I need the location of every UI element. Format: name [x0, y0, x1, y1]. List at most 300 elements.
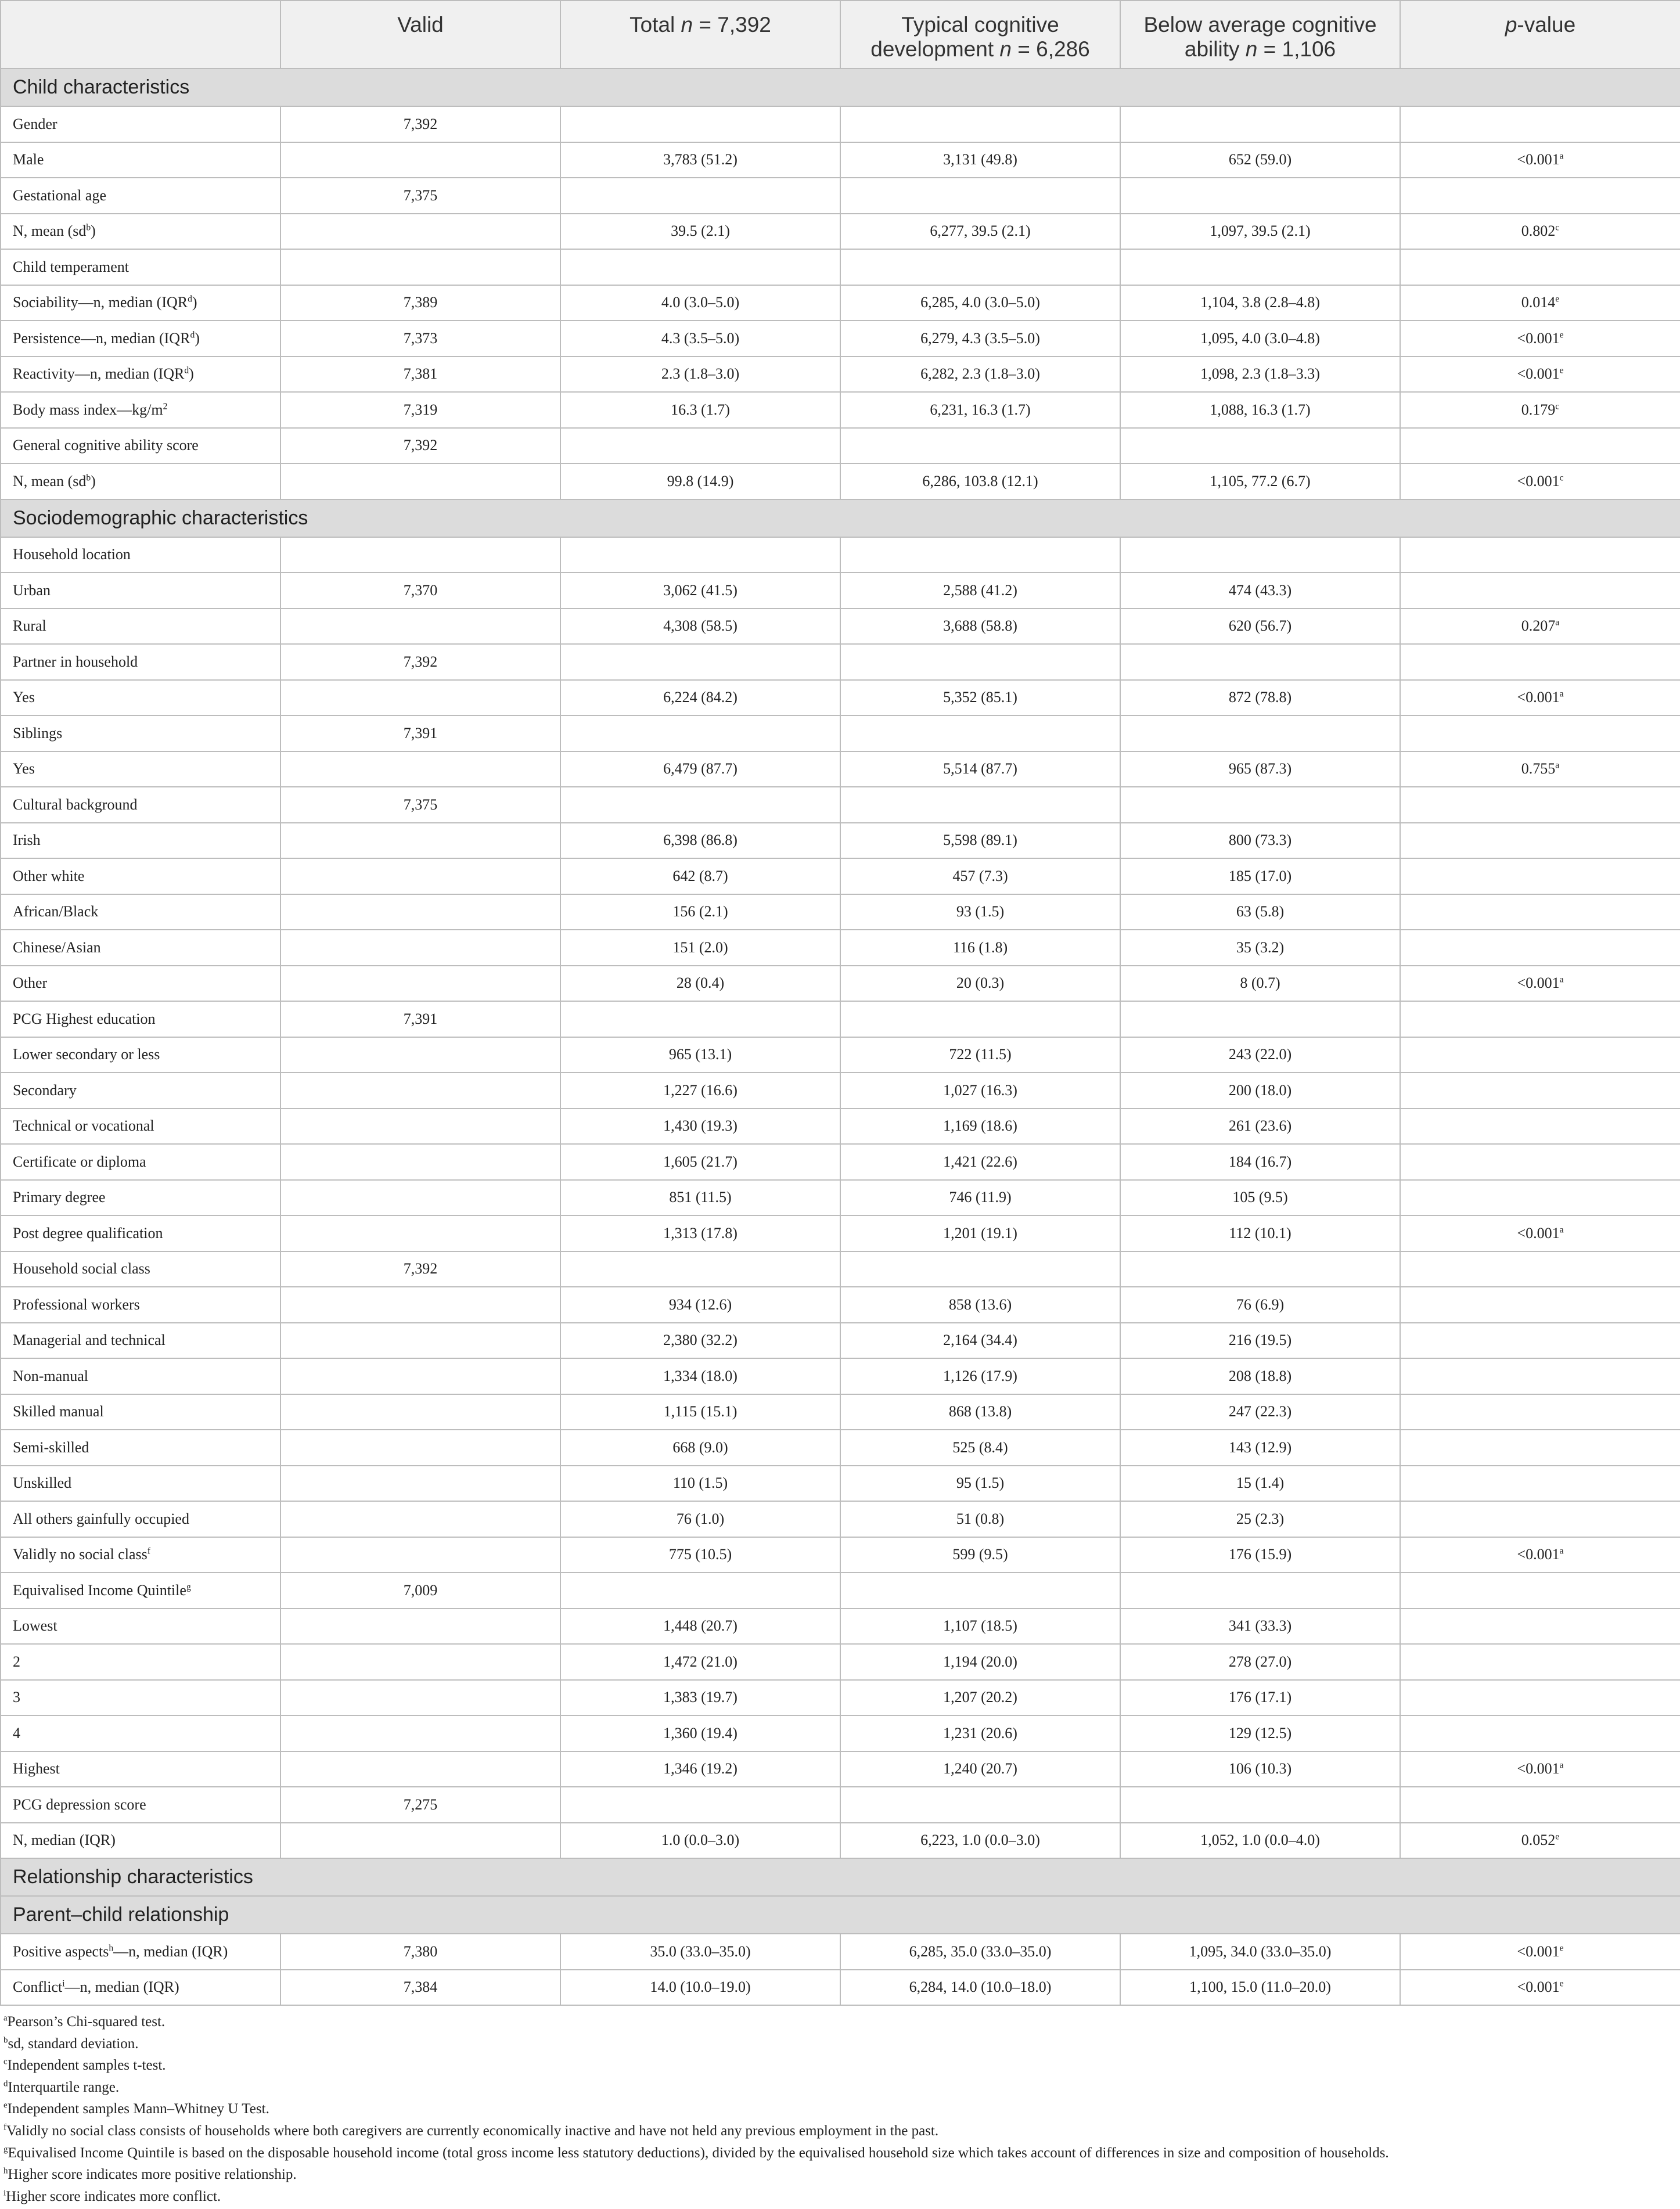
row-label-text: Rural [13, 617, 46, 635]
cell-typical [840, 428, 1120, 464]
row-label-text: Primary degree [13, 1189, 106, 1206]
table-row [1, 1144, 1680, 1180]
table-row [1, 573, 1680, 609]
row-label-footnote-mark: i [62, 1978, 65, 1989]
footnote-mark: i [3, 2188, 6, 2198]
cell-typical: 1,201 (19.1) [840, 1215, 1120, 1251]
row-label [1, 1037, 280, 1073]
footnote [3, 2142, 1676, 2164]
cell-typical: 6,223, 1.0 (0.0–3.0) [840, 1823, 1120, 1859]
cell-total: 1,383 (19.7) [560, 1680, 840, 1716]
cell-below: 1,052, 1.0 (0.0–4.0) [1120, 1823, 1400, 1859]
cell-p-value [1400, 1180, 1680, 1216]
table-row [1, 1109, 1680, 1145]
cell-total: 2.3 (1.8–3.0) [560, 357, 840, 393]
cell-typical: 95 (1.5) [840, 1466, 1120, 1502]
cell-valid [280, 966, 560, 1002]
cell-p-value [1400, 1573, 1680, 1609]
cell-p-value [1400, 1934, 1680, 1970]
p-value-footnote-mark: c [1555, 401, 1560, 412]
cell-typical: 858 (13.6) [840, 1287, 1120, 1323]
p-value-text: <0.001 [1517, 151, 1560, 168]
cell-p-value [1400, 573, 1680, 609]
cell-below: 129 (12.5) [1120, 1715, 1400, 1751]
table-row [1, 285, 1680, 321]
cell-below: 105 (9.5) [1120, 1180, 1400, 1216]
cell-below: 185 (17.0) [1120, 858, 1400, 894]
table-row [1, 142, 1680, 178]
row-label-text: Managerial and technical [13, 1332, 166, 1349]
cell-total: 6,479 (87.7) [560, 751, 840, 787]
row-label [1, 1609, 280, 1645]
cell-valid: 7,373 [280, 321, 560, 357]
cell-valid [280, 1680, 560, 1716]
cell-typical: 1,194 (20.0) [840, 1644, 1120, 1680]
footnote-mark: g [3, 2145, 8, 2154]
row-label-text: Cultural background [13, 796, 138, 813]
cell-valid: 7,275 [280, 1787, 560, 1823]
header-total-suffix: = 7,392 [693, 13, 771, 37]
table-row [1, 1073, 1680, 1109]
footnote [3, 2033, 1676, 2055]
row-label-text-after: —n, median (IQR) [113, 1942, 228, 1960]
table-row [1, 751, 1680, 787]
cell-total: 4.3 (3.5–5.0) [560, 321, 840, 357]
row-label-text: Persistence—n, median (IQR [13, 329, 190, 347]
cell-valid [280, 858, 560, 894]
p-value-footnote-mark: e [1559, 1978, 1564, 1989]
cell-below [1120, 106, 1400, 142]
cell-p-value [1400, 1466, 1680, 1502]
row-label-text: Gender [13, 115, 57, 132]
table-row [1, 787, 1680, 823]
footnote-text: Independent samples Mann–Whitney U Test. [7, 2101, 269, 2117]
footnote-mark: f [3, 2122, 6, 2132]
row-label [1, 1180, 280, 1216]
cell-valid [280, 1394, 560, 1430]
table-row [1, 609, 1680, 645]
row-label-footnote-mark: g [186, 1582, 191, 1592]
row-label-text: African/Black [13, 903, 99, 920]
cell-typical [840, 715, 1120, 751]
header-typical-prefix: Typical cognitive development [870, 13, 1059, 61]
section-row [1, 499, 1680, 537]
footnote [3, 2077, 1676, 2099]
cell-typical: 746 (11.9) [840, 1180, 1120, 1216]
cell-typical [840, 787, 1120, 823]
cell-typical [840, 1251, 1120, 1287]
footnote [3, 2098, 1676, 2120]
row-label-text: Unskilled [13, 1474, 72, 1492]
header-below-suffix: = 1,106 [1257, 37, 1336, 61]
row-label-footnote-mark: d [188, 294, 192, 304]
cell-typical [840, 1787, 1120, 1823]
cell-typical: 3,688 (58.8) [840, 609, 1120, 645]
cell-valid [280, 1823, 560, 1859]
cell-p-value [1400, 823, 1680, 859]
cell-below: 965 (87.3) [1120, 751, 1400, 787]
footnote-text: sd, standard deviation. [8, 2035, 139, 2052]
cell-p-value [1400, 214, 1680, 250]
footnote-text: Pearson’s Chi-squared test. [7, 2014, 166, 2030]
footnote-text: Equivalised Income Quintile is based on the disposable household income (total gross income less statutory deductions), divided by the equivalised household size which takes account of differences in size and composition of households. [8, 2145, 1389, 2161]
cell-valid [280, 1323, 560, 1359]
p-value-footnote-mark: c [1555, 222, 1560, 233]
header-below [1120, 1, 1400, 69]
row-label-text: Post degree qualification [13, 1224, 163, 1242]
row-label [1, 1358, 280, 1394]
header-below-prefix: Below average cognitive ability [1143, 13, 1377, 61]
header-valid [280, 1, 560, 69]
cell-typical: 6,231, 16.3 (1.7) [840, 392, 1120, 428]
row-label-text: Certificate or diploma [13, 1153, 146, 1170]
cell-p-value [1400, 966, 1680, 1002]
cell-p-value [1400, 178, 1680, 214]
row-label-footnote-mark: b [86, 222, 91, 233]
cell-valid: 7,380 [280, 1934, 560, 1970]
cell-valid: 7,392 [280, 1251, 560, 1287]
row-label [1, 1573, 280, 1609]
p-value-text: <0.001 [1517, 1224, 1560, 1242]
cell-valid [280, 1073, 560, 1109]
row-label [1, 392, 280, 428]
p-value-footnote-mark: e [1555, 294, 1560, 304]
p-value-text: 0.179 [1521, 401, 1556, 418]
cell-below: 341 (33.3) [1120, 1609, 1400, 1645]
section-label: Parent–child relationship [1, 1896, 1680, 1934]
row-label-text: Partner in household [13, 653, 138, 670]
table-row [1, 680, 1680, 716]
cell-typical [840, 1573, 1120, 1609]
row-label [1, 1934, 280, 1970]
table-row [1, 930, 1680, 966]
row-label [1, 930, 280, 966]
table-row [1, 1573, 1680, 1609]
cell-p-value [1400, 1970, 1680, 2006]
p-value-footnote-mark: a [1559, 1225, 1564, 1235]
cell-total [560, 428, 840, 464]
cell-below: 8 (0.7) [1120, 966, 1400, 1002]
cell-total [560, 106, 840, 142]
header-label-col [1, 1, 280, 69]
row-label [1, 1823, 280, 1859]
cell-total: 1.0 (0.0–3.0) [560, 1823, 840, 1859]
cell-total: 1,605 (21.7) [560, 1144, 840, 1180]
section-label: Relationship characteristics [1, 1858, 1680, 1896]
row-label [1, 357, 280, 393]
cell-valid [280, 142, 560, 178]
row-label-text: 2 [13, 1653, 20, 1670]
cell-p-value [1400, 1037, 1680, 1073]
cell-valid [280, 680, 560, 716]
cell-below: 25 (2.3) [1120, 1501, 1400, 1537]
cell-p-value [1400, 1001, 1680, 1037]
cell-p-value [1400, 1287, 1680, 1323]
row-label [1, 106, 280, 142]
cell-valid [280, 214, 560, 250]
cell-below: 474 (43.3) [1120, 573, 1400, 609]
p-value-text: 0.802 [1521, 222, 1556, 240]
row-label-text: 3 [13, 1689, 20, 1706]
cell-total [560, 1001, 840, 1037]
table-row [1, 1715, 1680, 1751]
cell-total: 1,430 (19.3) [560, 1109, 840, 1145]
cell-total [560, 644, 840, 680]
row-label-text: N, mean (sd [13, 222, 87, 240]
cell-typical [840, 178, 1120, 214]
header-total [560, 1, 840, 69]
cell-total: 6,224 (84.2) [560, 680, 840, 716]
cell-typical: 1,027 (16.3) [840, 1073, 1120, 1109]
cell-typical: 5,352 (85.1) [840, 680, 1120, 716]
cell-valid [280, 463, 560, 499]
row-label [1, 858, 280, 894]
section-label: Sociodemographic characteristics [1, 499, 1680, 537]
row-label [1, 178, 280, 214]
cell-typical: 525 (8.4) [840, 1430, 1120, 1466]
cell-below: 143 (12.9) [1120, 1430, 1400, 1466]
cell-p-value [1400, 428, 1680, 464]
cell-below: 1,095, 34.0 (33.0–35.0) [1120, 1934, 1400, 1970]
row-label-text: Lower secondary or less [13, 1046, 160, 1063]
cell-valid [280, 1537, 560, 1573]
table-row [1, 1394, 1680, 1430]
cell-below [1120, 428, 1400, 464]
cell-total: 28 (0.4) [560, 966, 840, 1002]
cell-total: 156 (2.1) [560, 894, 840, 930]
cell-valid [280, 1109, 560, 1145]
cell-total: 851 (11.5) [560, 1180, 840, 1216]
cell-valid: 7,392 [280, 644, 560, 680]
cell-p-value [1400, 1680, 1680, 1716]
cell-total: 668 (9.0) [560, 1430, 840, 1466]
row-label [1, 214, 280, 250]
table-row [1, 858, 1680, 894]
header-valid-text: Valid [397, 13, 444, 37]
cell-below: 1,104, 3.8 (2.8–4.8) [1120, 285, 1400, 321]
row-label-text: Chinese/Asian [13, 938, 101, 956]
cell-valid [280, 1751, 560, 1787]
cell-below [1120, 1251, 1400, 1287]
table-row [1, 1001, 1680, 1037]
p-value-text: <0.001 [1517, 1546, 1560, 1563]
cell-typical [840, 1001, 1120, 1037]
table-row [1, 1251, 1680, 1287]
table-row [1, 214, 1680, 250]
cell-below: 872 (78.8) [1120, 680, 1400, 716]
row-label [1, 1537, 280, 1573]
row-label-text: Professional workers [13, 1296, 140, 1313]
cell-below: 1,097, 39.5 (2.1) [1120, 214, 1400, 250]
cell-below: 63 (5.8) [1120, 894, 1400, 930]
row-label [1, 1970, 280, 2006]
cell-typical: 599 (9.5) [840, 1537, 1120, 1573]
row-label-text: Lowest [13, 1617, 57, 1635]
row-label-text: Urban [13, 581, 51, 599]
row-label [1, 1751, 280, 1787]
cell-typical: 3,131 (49.8) [840, 142, 1120, 178]
table-row [1, 1180, 1680, 1216]
footnote-text: Higher score indicates more conflict. [6, 2188, 221, 2204]
cell-valid: 7,391 [280, 1001, 560, 1037]
p-value-footnote-mark: a [1555, 760, 1560, 771]
p-value-footnote-mark: a [1559, 974, 1564, 985]
cell-valid [280, 894, 560, 930]
p-value-text: <0.001 [1517, 472, 1560, 490]
row-label-text: Non-manual [13, 1367, 88, 1384]
cell-below: 261 (23.6) [1120, 1109, 1400, 1145]
header-p-value [1400, 1, 1680, 69]
p-value-footnote-mark: e [1559, 365, 1564, 376]
row-label-text: Sociability—n, median (IQR [13, 294, 188, 311]
cell-p-value [1400, 1609, 1680, 1645]
cell-below: 200 (18.0) [1120, 1073, 1400, 1109]
row-label [1, 1001, 280, 1037]
p-value-footnote-mark: a [1559, 1760, 1564, 1771]
row-label-text: Other white [13, 867, 85, 884]
row-label-footnote-mark: b [86, 473, 91, 483]
p-value-footnote-mark: a [1559, 689, 1564, 699]
header-typical-n: n [999, 37, 1012, 61]
cell-total: 35.0 (33.0–35.0) [560, 1934, 840, 1970]
row-label [1, 1644, 280, 1680]
cell-p-value [1400, 142, 1680, 178]
row-label [1, 1109, 280, 1145]
cell-below [1120, 249, 1400, 285]
cell-valid [280, 609, 560, 645]
footnote-text: Interquartile range. [8, 2079, 120, 2095]
cell-typical: 1,421 (22.6) [840, 1144, 1120, 1180]
row-label [1, 285, 280, 321]
row-label-text: N, median (IQR) [13, 1832, 116, 1849]
table-row [1, 1970, 1680, 2006]
cell-total [560, 715, 840, 751]
footnote-mark: b [3, 2035, 8, 2045]
row-label-text: Semi-skilled [13, 1438, 89, 1456]
cell-total: 1,448 (20.7) [560, 1609, 840, 1645]
row-label-footnote-mark: d [190, 330, 195, 340]
cell-p-value [1400, 1358, 1680, 1394]
cell-p-value [1400, 392, 1680, 428]
cell-total: 1,472 (21.0) [560, 1644, 840, 1680]
row-label [1, 823, 280, 859]
row-label-text: Male [13, 151, 44, 168]
cell-p-value [1400, 1215, 1680, 1251]
cell-below: 112 (10.1) [1120, 1215, 1400, 1251]
cell-typical: 5,514 (87.7) [840, 751, 1120, 787]
cell-total: 76 (1.0) [560, 1501, 840, 1537]
cell-typical: 6,284, 14.0 (10.0–18.0) [840, 1970, 1120, 2006]
footnotes [3, 2011, 1676, 2207]
row-label-text-after: —n, median (IQR) [64, 1978, 179, 1996]
p-value-footnote-mark: a [1559, 151, 1564, 161]
cell-p-value [1400, 1251, 1680, 1287]
cell-below: 106 (10.3) [1120, 1751, 1400, 1787]
cell-total: 934 (12.6) [560, 1287, 840, 1323]
cell-typical: 457 (7.3) [840, 858, 1120, 894]
cell-p-value [1400, 751, 1680, 787]
cell-valid [280, 1180, 560, 1216]
footnote-mark: d [3, 2079, 8, 2089]
header-total-n: n [681, 13, 693, 37]
cell-typical: 93 (1.5) [840, 894, 1120, 930]
cell-valid [280, 823, 560, 859]
row-label-text: Skilled manual [13, 1403, 104, 1420]
p-value-text: <0.001 [1517, 974, 1560, 992]
cell-valid [280, 1037, 560, 1073]
cell-valid [280, 1466, 560, 1502]
p-value-footnote-mark: e [1559, 330, 1564, 340]
cell-total [560, 787, 840, 823]
cell-valid [280, 1644, 560, 1680]
cell-total: 4.0 (3.0–5.0) [560, 285, 840, 321]
header-p-suffix: -value [1517, 13, 1576, 37]
cell-p-value [1400, 1715, 1680, 1751]
row-label [1, 680, 280, 716]
row-label [1, 1323, 280, 1359]
cell-typical: 868 (13.8) [840, 1394, 1120, 1430]
cell-total: 642 (8.7) [560, 858, 840, 894]
row-label [1, 1251, 280, 1287]
row-label-text-after: ) [189, 365, 194, 383]
cell-below [1120, 1573, 1400, 1609]
table-row [1, 357, 1680, 393]
cell-below [1120, 1001, 1400, 1037]
cell-typical: 1,107 (18.5) [840, 1609, 1120, 1645]
row-label-footnote-mark: h [109, 1943, 114, 1953]
row-label [1, 321, 280, 357]
section-row [1, 1896, 1680, 1934]
cell-below [1120, 1787, 1400, 1823]
cell-p-value [1400, 357, 1680, 393]
row-label-text: Yes [13, 689, 35, 706]
cell-below: 1,088, 16.3 (1.7) [1120, 392, 1400, 428]
cell-total: 14.0 (10.0–19.0) [560, 1970, 840, 2006]
row-label-text: PCG depression score [13, 1796, 146, 1813]
cell-valid: 7,391 [280, 715, 560, 751]
row-label-text: Household location [13, 546, 131, 563]
row-label-text: Gestational age [13, 186, 106, 204]
footnote-mark: c [3, 2057, 8, 2067]
table-row [1, 321, 1680, 357]
row-label-text: 4 [13, 1724, 20, 1742]
table-row [1, 463, 1680, 499]
row-label [1, 966, 280, 1002]
p-value-footnote-mark: e [1559, 1943, 1564, 1953]
cell-p-value [1400, 1787, 1680, 1823]
p-value-footnote-mark: e [1555, 1832, 1560, 1842]
cell-typical: 20 (0.3) [840, 966, 1120, 1002]
table-row [1, 537, 1680, 573]
row-label-text: Technical or vocational [13, 1117, 154, 1135]
footnote [3, 2011, 1676, 2033]
row-label-text-after: ) [195, 329, 200, 347]
footnote [3, 2186, 1676, 2208]
cell-p-value [1400, 1823, 1680, 1859]
cell-typical [840, 249, 1120, 285]
header-row [1, 1, 1680, 69]
cell-total: 1,115 (15.1) [560, 1394, 840, 1430]
cell-below: 35 (3.2) [1120, 930, 1400, 966]
cell-typical: 6,285, 4.0 (3.0–5.0) [840, 285, 1120, 321]
cell-typical: 722 (11.5) [840, 1037, 1120, 1073]
footnote [3, 2055, 1676, 2077]
cell-p-value [1400, 894, 1680, 930]
cell-typical: 51 (0.8) [840, 1501, 1120, 1537]
row-label [1, 1501, 280, 1537]
cell-below: 184 (16.7) [1120, 1144, 1400, 1180]
cell-p-value [1400, 1109, 1680, 1145]
